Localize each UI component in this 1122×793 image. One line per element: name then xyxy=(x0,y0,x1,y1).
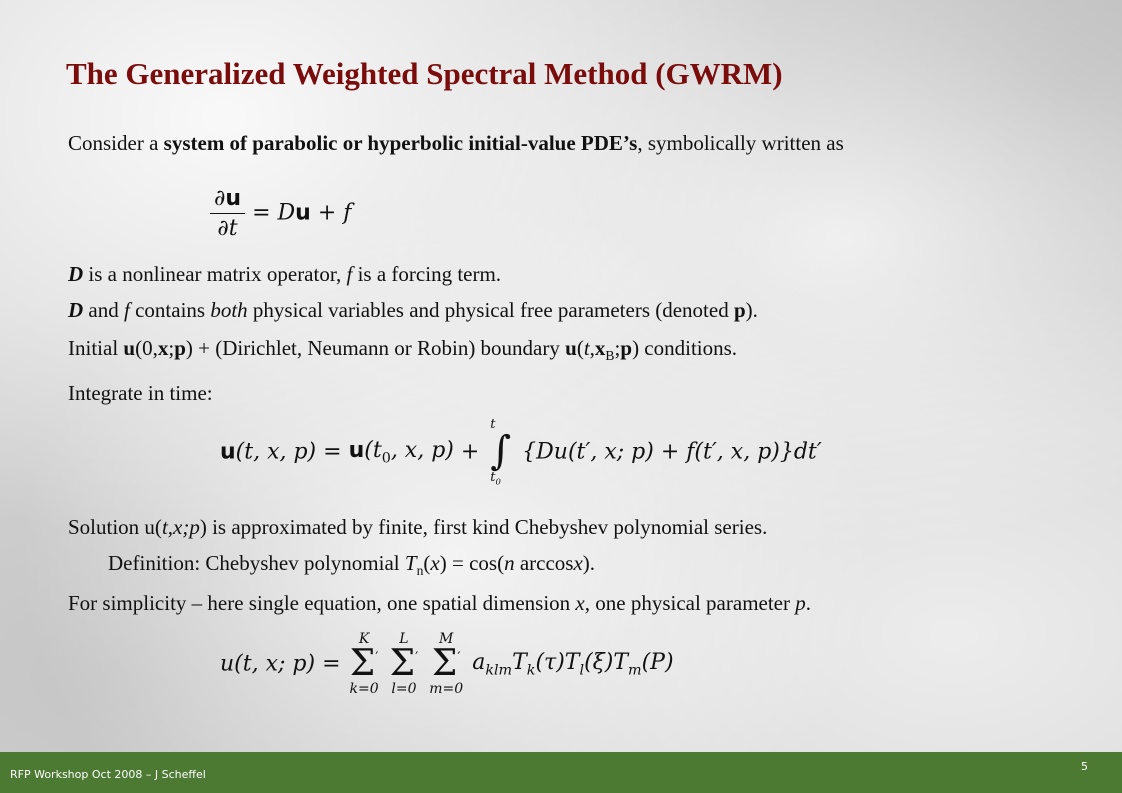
x-symbol: x xyxy=(573,551,583,575)
integral-sign: ∫ xyxy=(490,428,512,474)
lhs: u(t, x; p) xyxy=(220,651,316,677)
f-symbol: f xyxy=(124,298,130,322)
k-sub: k xyxy=(526,662,536,679)
footer-text: RFP Workshop Oct 2008 – J Scheffel xyxy=(10,768,206,781)
D-symbol: D xyxy=(68,262,84,286)
p-symbol: p xyxy=(795,591,806,615)
sigma-symbol: Σ xyxy=(431,643,458,684)
equation-integral xyxy=(220,418,822,486)
u-symbol-2: u xyxy=(295,200,311,226)
x-symbol: x xyxy=(575,591,585,615)
sum-l xyxy=(390,632,419,696)
coef-a: a xyxy=(472,649,486,675)
text-fragment: ) conditions. xyxy=(632,336,738,360)
text-fragment: ). xyxy=(745,298,758,322)
f-symbol: f xyxy=(346,262,353,286)
text-fragment: . xyxy=(805,591,811,615)
text-fragment: ) = cos( xyxy=(439,551,505,575)
line-simplicity xyxy=(68,591,811,616)
equation-chebyshev-series xyxy=(220,632,674,696)
sum-m xyxy=(429,632,463,696)
line-operator-D xyxy=(68,262,501,287)
text-fragment: Initial xyxy=(68,336,124,360)
text-fragment: , one physical parameter xyxy=(584,591,796,615)
text-fragment: is a nonlinear matrix operator, xyxy=(83,262,347,286)
line-initial-conditions xyxy=(68,336,737,365)
text-fragment: , xyxy=(589,336,595,360)
lhs-args: (t, x, p) xyxy=(235,439,317,465)
text-fragment: and xyxy=(83,298,124,322)
series-term xyxy=(472,649,674,679)
intro-bold: system of parabolic or hyperbolic initial-value PDE’s xyxy=(163,131,638,155)
text-fragment: ; xyxy=(168,336,175,360)
text-fragment: Definition: Chebyshev polynomial xyxy=(108,551,405,575)
vars: t,x;p xyxy=(161,515,200,539)
equals-sign: = xyxy=(323,439,342,465)
upper-limit: t xyxy=(490,417,496,432)
forcing-f: f xyxy=(343,200,352,226)
upper-M: M xyxy=(439,631,454,647)
prime-mark: ′ xyxy=(375,650,379,666)
lower-subscript: 0 xyxy=(495,476,501,487)
sigma-symbol: Σ xyxy=(389,643,416,684)
sum-k xyxy=(350,632,379,696)
x-symbol: x xyxy=(157,336,169,360)
integrand: {Du(t′, x; p) + f(t′, x, p)}dt′ xyxy=(522,439,822,465)
both-emph: both xyxy=(210,298,248,322)
x-symbol: x xyxy=(430,551,440,575)
upper-K: K xyxy=(358,631,370,647)
lower-limit: t xyxy=(490,470,496,485)
footer-bar xyxy=(0,752,1122,793)
intro-pre: Consider a xyxy=(68,131,164,155)
plus-sign: + xyxy=(317,200,337,226)
T-symbol: T xyxy=(512,649,527,675)
x-symbol: x xyxy=(594,336,606,360)
u-symbol: u xyxy=(220,439,236,465)
P-term: (P) xyxy=(641,649,674,675)
page-number: 5 xyxy=(1081,760,1088,773)
equation-pde xyxy=(210,186,351,241)
integral-operator xyxy=(490,418,511,486)
text-fragment: ). xyxy=(582,551,596,575)
u-symbol: u xyxy=(123,336,136,360)
line-integrate: Integrate in time: xyxy=(68,381,213,405)
xi-term: (ξ)T xyxy=(584,649,629,675)
text-fragment: ( xyxy=(576,336,584,360)
partial-fraction xyxy=(210,186,245,241)
line-solution xyxy=(68,515,767,540)
D-symbol: D xyxy=(68,298,84,322)
prime-mark: ′ xyxy=(457,650,461,666)
text-fragment: is a forcing term. xyxy=(352,262,502,286)
u-symbol: u xyxy=(565,336,577,360)
partial-t: ∂t xyxy=(217,216,238,241)
n-symbol: n xyxy=(504,551,515,575)
operator-D: D xyxy=(277,200,296,226)
text-fragment: physical variables and physical free parameters (denoted xyxy=(247,298,734,322)
prime-mark: ′ xyxy=(415,650,419,666)
intro-post: , symbolically written as xyxy=(637,131,844,155)
u-symbol: u xyxy=(225,186,242,211)
tau-term: (τ)T xyxy=(535,649,580,675)
lower-k: k=0 xyxy=(349,681,379,697)
equals-sign: = xyxy=(322,651,341,677)
subscript-0: 0 xyxy=(381,450,391,467)
text-fragment: arccos xyxy=(514,551,574,575)
text-fragment: contains xyxy=(129,298,211,322)
lower-l: l=0 xyxy=(391,681,417,697)
text-fragment: Solution u( xyxy=(68,515,162,539)
upper-L: L xyxy=(399,631,409,647)
sigma-symbol: Σ xyxy=(349,643,376,684)
line-parameters xyxy=(68,298,758,323)
p-symbol: p xyxy=(174,336,186,360)
args: (t xyxy=(364,437,382,463)
l-sub: l xyxy=(579,662,585,679)
line-definition xyxy=(108,551,595,580)
m-sub: m xyxy=(628,662,642,679)
equals-sign: = xyxy=(252,200,271,226)
text-fragment: ( xyxy=(423,551,431,575)
text-fragment: (0, xyxy=(135,336,158,360)
p-symbol: p xyxy=(733,298,746,322)
T-symbol: T xyxy=(404,551,417,575)
n-subscript: n xyxy=(416,563,424,579)
text-fragment: ) is approximated by finite, first kind Chebyshev polynomial series. xyxy=(199,515,768,539)
t-symbol: t xyxy=(583,336,590,360)
u-symbol: u xyxy=(348,437,365,463)
args: , x, p) xyxy=(390,437,454,463)
text-fragment: For simplicity – here single equation, one spatial dimension xyxy=(68,591,576,615)
intro-line xyxy=(68,131,844,156)
partial-symbol: ∂ xyxy=(214,186,226,211)
coef-sub: klm xyxy=(485,662,513,679)
plus-sign: + xyxy=(460,439,480,465)
lower-m: m=0 xyxy=(429,681,464,697)
p-symbol: p xyxy=(620,336,633,360)
text-fragment: ; xyxy=(614,336,621,360)
slide-title: The Generalized Weighted Spectral Method (GWRM) xyxy=(66,56,783,91)
boundary-subscript: B xyxy=(605,348,615,364)
text-fragment: ) + (Dirichlet, Neumann or Robin) boundary xyxy=(185,336,566,360)
